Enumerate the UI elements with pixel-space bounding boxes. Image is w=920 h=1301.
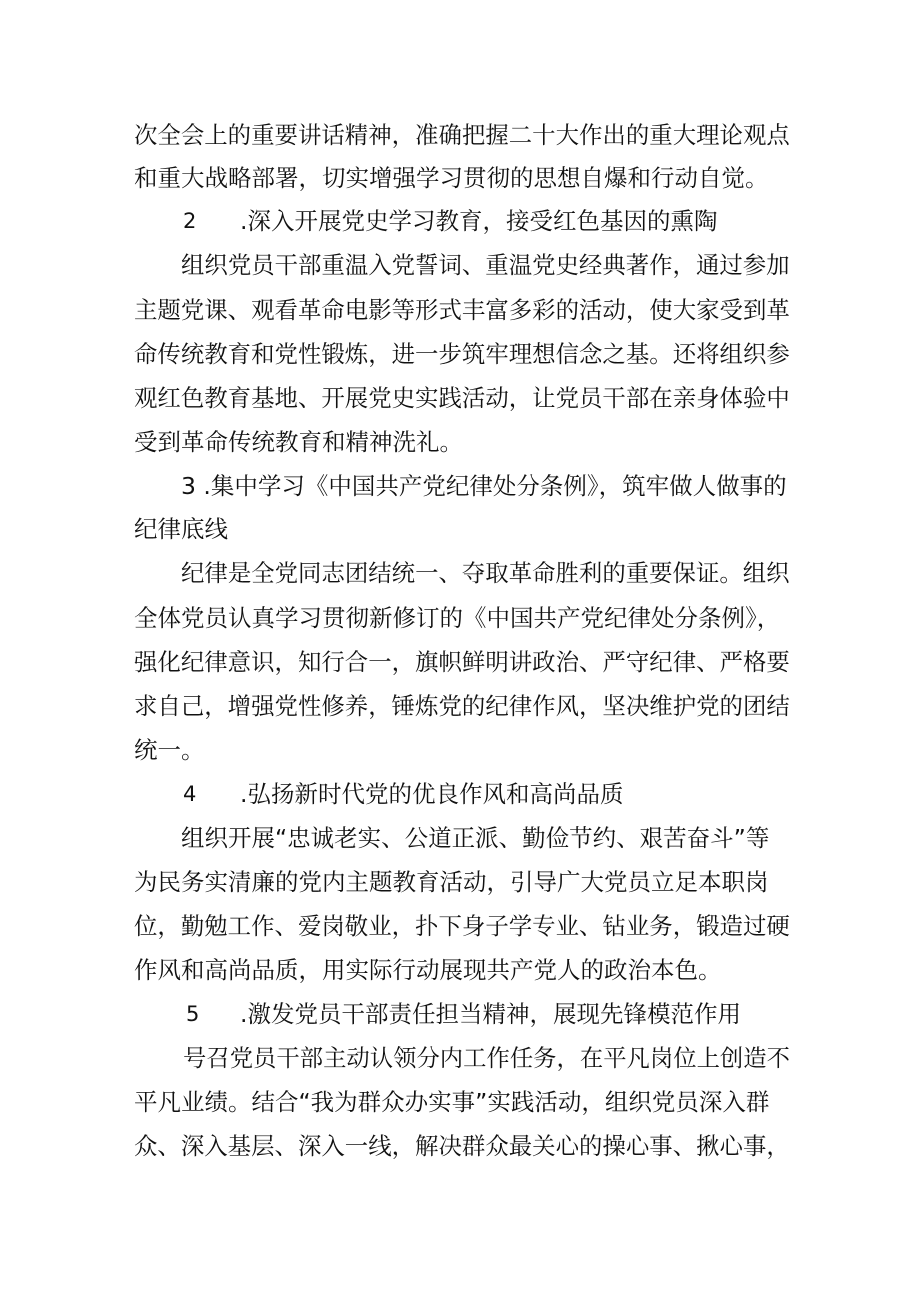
- paragraph-line: 和重大战略部署，切实增强学习贯彻的思想自爆和行动自觉。: [134, 164, 769, 192]
- section-number: 4: [183, 782, 197, 806]
- section-heading: 纪律底线: [134, 515, 228, 543]
- section-number: 2: [183, 209, 197, 233]
- section-heading: 3 .集中学习《中国共产党纪律处分条例》，筑牢做人做事的: [181, 472, 787, 500]
- paragraph-line: 观红色教育基地、开展党史实践活动，让党员干部在亲身体验中: [134, 384, 790, 412]
- paragraph-line: 强化纪律意识，知行合一，旗帜鲜明讲政治、严守纪律、严格要: [134, 648, 790, 676]
- paragraph-line: 组织开展“忠诚老实、公道正派、勤俭节约、艰苦奋斗”等: [181, 824, 770, 852]
- paragraph-line: 全体党员认真学习贯彻新修订的《中国共产党纪律处分条例》，: [134, 604, 781, 632]
- paragraph-line: 受到革命传统教育和精神洗礼。: [134, 428, 463, 456]
- paragraph-line: 为民务实清廉的党内主题教育活动，引导广大党员立足本职岗: [134, 868, 769, 896]
- paragraph-line: 次全会上的重要讲话精神，准确把握二十大作出的重大理论观点: [134, 121, 790, 149]
- paragraph-line: 纪律是全党同志团结统一、夺取革命胜利的重要保证。组织: [181, 559, 790, 587]
- paragraph-line: 主题党课、观看革命电影等形式丰富多彩的活动，使大家受到革: [134, 296, 790, 324]
- section-number: 5: [186, 1002, 200, 1026]
- section-heading: .深入开展党史学习教育，接受红色基因的熏陶: [240, 207, 718, 235]
- paragraph-line: 号召党员干部主动认领分内工作任务，在平凡岗位上创造不: [183, 1044, 790, 1072]
- section-heading: .弘扬新时代党的优良作风和高尚品质: [240, 780, 624, 808]
- paragraph-line: 求自己，增强党性修养，锤炼党的纪律作风，坚决维护党的团结: [134, 692, 790, 720]
- paragraph-line: 组织党员干部重温入党誓词、重温党史经典著作，通过参加: [181, 251, 790, 279]
- paragraph-line: 统一。: [134, 736, 205, 764]
- paragraph-line: 命传统教育和党性锻炼，进一步筑牢理想信念之基。还将组织参: [134, 340, 790, 368]
- section-heading: .激发党员干部责任担当精神，展现先锋模范作用: [240, 1000, 741, 1028]
- paragraph-line: 平凡业绩。结合“我为群众办实事”实践活动，组织党员深入群: [134, 1088, 770, 1116]
- paragraph-line: 作风和高尚品质，用实际行动展现共产党人的政治本色。: [134, 956, 722, 984]
- paragraph-line: 众、深入基层、深入一线，解决群众最关心的操心事、揪心事，: [134, 1132, 790, 1160]
- paragraph-line: 位，勤勉工作、爱岗敬业，扑下身子学专业、钻业务，锻造过硬: [134, 912, 790, 940]
